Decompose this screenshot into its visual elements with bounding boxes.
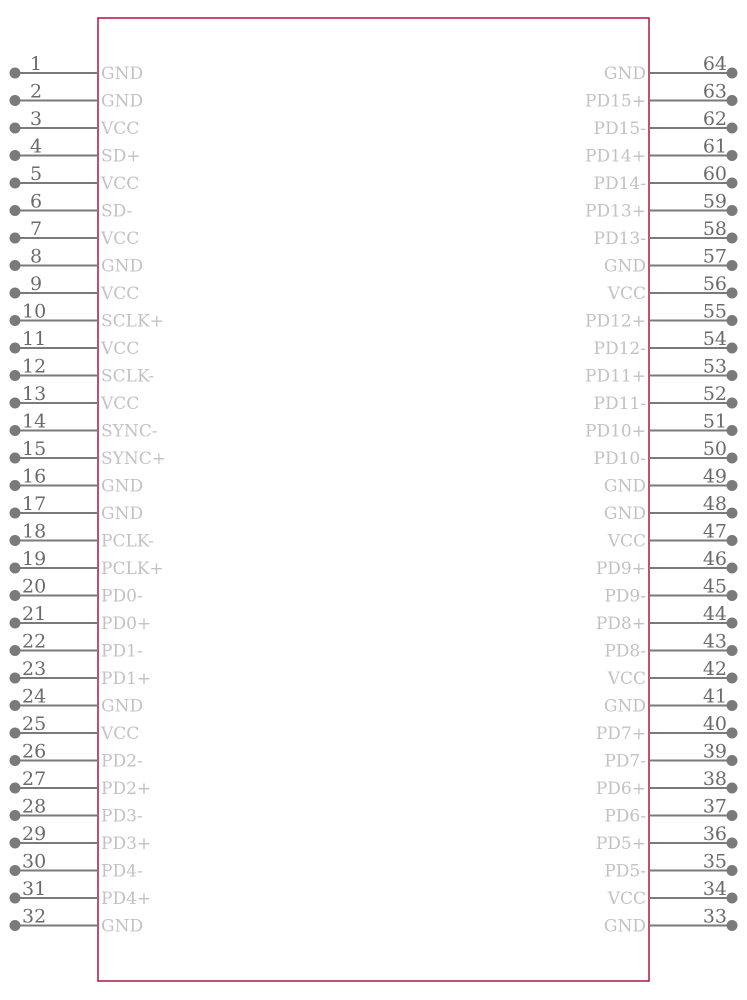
pin-endpoint-dot [727,370,738,381]
pin-number: 60 [702,163,727,185]
pin-number: 29 [22,823,47,845]
pin-endpoint-dot [727,95,738,106]
pin-number: 8 [30,245,43,268]
pin-label: PD9- [604,586,646,607]
pin-endpoint-dot [727,178,738,189]
pin-endpoint-dot [727,893,738,904]
pin-endpoint-dot [727,920,738,931]
pin-label: GND [101,504,144,524]
pin-endpoint-dot [10,68,21,79]
pin-endpoint-dot [727,288,738,299]
pin-label: PD6+ [595,779,646,799]
pin-number: 24 [22,685,47,708]
pin-number: 41 [702,685,727,708]
pin-number: 25 [22,713,47,735]
pin-label: SCLK- [101,366,155,387]
pin-endpoint-dot [10,838,21,849]
pin-endpoint-dot [10,398,21,409]
pin-number: 13 [22,383,47,405]
pin-label: SD- [101,201,133,222]
pin-label: PD10+ [585,421,646,442]
pin-label: VCC [101,339,140,359]
pin-endpoint-dot [727,343,738,354]
pin-number: 14 [22,410,47,433]
pin-endpoint-dot [10,453,21,464]
pin-number: 21 [22,603,47,625]
pin-number: 53 [702,355,727,378]
pin-endpoint-dot [10,178,21,189]
pin-label: PD6- [604,806,646,827]
pin-endpoint-dot [10,590,21,601]
pin-label: PD2- [101,751,143,772]
pin-label: GND [603,476,646,497]
pin-number: 55 [702,300,727,323]
pin-number: 11 [22,328,47,350]
pin-number: 37 [702,795,727,818]
pin-label: GND [101,64,144,84]
pin-label: PD4+ [101,889,152,909]
pin-endpoint-dot [10,233,21,244]
pin-endpoint-dot [10,205,21,216]
pin-number: 64 [702,53,727,75]
pin-label: PD9+ [595,559,646,579]
pin-label: PD12- [593,339,646,359]
pin-label: VCC [607,889,646,909]
pin-endpoint-dot [727,700,738,711]
pin-number: 47 [702,520,727,543]
pin-label: PD5- [604,861,646,882]
pin-label: GND [101,91,144,112]
pin-number: 50 [702,438,727,460]
pin-number: 36 [702,823,727,845]
pin-endpoint-dot [727,645,738,656]
pin-endpoint-dot [727,755,738,766]
pin-number: 31 [22,878,47,900]
pin-endpoint-dot [10,95,21,106]
pin-endpoint-dot [727,535,738,546]
pin-label: GND [603,504,646,524]
pin-endpoint-dot [10,755,21,766]
pin-label: PD15+ [585,91,646,112]
pin-number: 17 [22,493,47,515]
pin-endpoint-dot [10,810,21,821]
pin-endpoint-dot [727,590,738,601]
pin-number: 61 [702,135,727,158]
pin-endpoint-dot [10,480,21,491]
pin-label: PD7+ [595,724,646,744]
pin-number: 34 [702,878,727,900]
pin-label: VCC [101,174,140,194]
pin-endpoint-dot [727,315,738,326]
pin-endpoint-dot [727,480,738,491]
pin-endpoint-dot [10,508,21,519]
pin-endpoint-dot [727,838,738,849]
pin-endpoint-dot [10,700,21,711]
pin-endpoint-dot [10,893,21,904]
pin-label: GND [603,64,646,84]
pin-label: PD12+ [585,311,646,332]
pin-label: VCC [101,284,140,304]
pin-label: GND [603,696,646,717]
pin-label: PD3- [101,806,143,827]
pin-endpoint-dot [10,865,21,876]
pin-label: SCLK+ [101,311,164,332]
pin-number: 15 [22,438,47,460]
pin-number: 44 [702,603,727,625]
pin-endpoint-dot [10,123,21,134]
pin-number: 38 [702,768,727,790]
pin-number: 22 [22,630,47,653]
pin-endpoint-dot [727,398,738,409]
pin-label: PD0+ [101,614,152,634]
pin-number: 26 [22,740,47,763]
pin-number: 56 [702,273,727,295]
pin-endpoint-dot [10,535,21,546]
pin-endpoint-dot [727,260,738,271]
pin-endpoint-dot [727,453,738,464]
pin-number: 5 [30,163,43,185]
pin-label: PD15- [593,119,646,139]
pin-number: 49 [702,465,727,488]
pin-endpoint-dot [727,68,738,79]
pin-endpoint-dot [727,150,738,161]
pin-endpoint-dot [10,315,21,326]
pin-endpoint-dot [727,728,738,739]
pin-number: 32 [22,905,47,928]
pin-number: 51 [702,410,727,433]
pin-number: 43 [702,630,727,653]
pin-label: GND [101,916,144,937]
pin-label: PD7- [604,751,646,772]
pin-number: 46 [702,548,727,570]
pin-number: 30 [22,850,47,873]
pin-endpoint-dot [727,425,738,436]
pin-label: GND [101,256,144,277]
pin-number: 62 [702,108,727,130]
pin-number: 28 [22,795,47,818]
pin-number: 10 [22,300,47,323]
pin-endpoint-dot [10,425,21,436]
pin-label: PD5+ [595,834,646,854]
pin-label: PD0- [101,586,143,607]
pin-endpoint-dot [727,865,738,876]
pin-endpoint-dot [10,150,21,161]
pin-number: 12 [22,355,47,378]
pin-endpoint-dot [727,783,738,794]
pin-endpoint-dot [727,673,738,684]
pin-label: PD11- [593,394,646,414]
pin-label: GND [603,256,646,277]
pin-label: VCC [607,284,646,304]
pin-label: SYNC+ [101,449,166,469]
pin-label: SYNC- [101,421,158,442]
pin-label: PCLK+ [101,559,164,579]
pin-label: PD10- [593,449,646,469]
pin-label: GND [101,476,144,497]
pin-number: 57 [702,245,727,268]
pin-endpoint-dot [10,645,21,656]
pin-number: 27 [22,768,47,790]
pin-label: PD2+ [101,779,152,799]
pin-label: GND [101,696,144,717]
pin-label: VCC [607,531,646,552]
pin-label: PD13- [593,229,646,249]
pin-endpoint-dot [10,563,21,574]
pin-number: 18 [22,520,47,543]
pin-number: 4 [30,135,43,158]
pin-number: 6 [30,190,43,213]
pin-label: VCC [101,394,140,414]
pin-number: 63 [702,80,727,103]
pin-label: PD14+ [585,146,646,167]
pin-label: PD4- [101,861,143,882]
pin-endpoint-dot [727,233,738,244]
pin-label: PCLK- [101,531,154,552]
pin-endpoint-dot [10,618,21,629]
pin-endpoint-dot [10,370,21,381]
pin-label: GND [603,916,646,937]
pin-number: 54 [702,328,727,350]
pin-label: SD+ [101,146,141,167]
pin-number: 2 [30,80,43,103]
pin-number: 40 [702,713,727,735]
pin-label: VCC [101,119,140,139]
pin-number: 59 [702,190,727,213]
pin-number: 48 [702,493,727,515]
pin-label: VCC [101,229,140,249]
pin-number: 58 [702,218,727,240]
pin-number: 52 [702,383,727,405]
pin-endpoint-dot [10,260,21,271]
pin-number: 16 [22,465,47,488]
pin-number: 39 [702,740,727,763]
pin-endpoint-dot [727,508,738,519]
pin-label: PD8- [604,641,646,662]
pin-endpoint-dot [727,205,738,216]
pin-endpoint-dot [10,783,21,794]
pin-number: 9 [30,273,43,295]
pin-endpoint-dot [10,343,21,354]
pin-number: 19 [22,548,47,570]
pin-label: PD14- [593,174,646,194]
pin-endpoint-dot [10,920,21,931]
pin-label: PD1- [101,641,143,662]
pin-label: PD3+ [101,834,152,854]
pin-label: VCC [607,669,646,689]
pin-endpoint-dot [727,618,738,629]
pin-number: 23 [22,658,47,680]
pin-label: PD11+ [585,366,646,387]
pin-label: PD8+ [595,614,646,634]
pin-endpoint-dot [727,810,738,821]
ic-body-outline [98,18,649,981]
pin-number: 33 [702,905,727,928]
pin-endpoint-dot [727,563,738,574]
pin-number: 35 [702,850,727,873]
pin-number: 20 [22,575,47,598]
pin-label: PD13+ [585,201,646,222]
pin-number: 1 [30,53,43,75]
pin-label: VCC [101,724,140,744]
pin-number: 7 [30,218,43,240]
pin-endpoint-dot [10,288,21,299]
pin-endpoint-dot [727,123,738,134]
pin-endpoint-dot [10,673,21,684]
pin-endpoint-dot [10,728,21,739]
pin-number: 3 [30,108,43,130]
pin-number: 45 [702,575,727,598]
pin-label: PD1+ [101,669,152,689]
pin-number: 42 [702,658,727,680]
